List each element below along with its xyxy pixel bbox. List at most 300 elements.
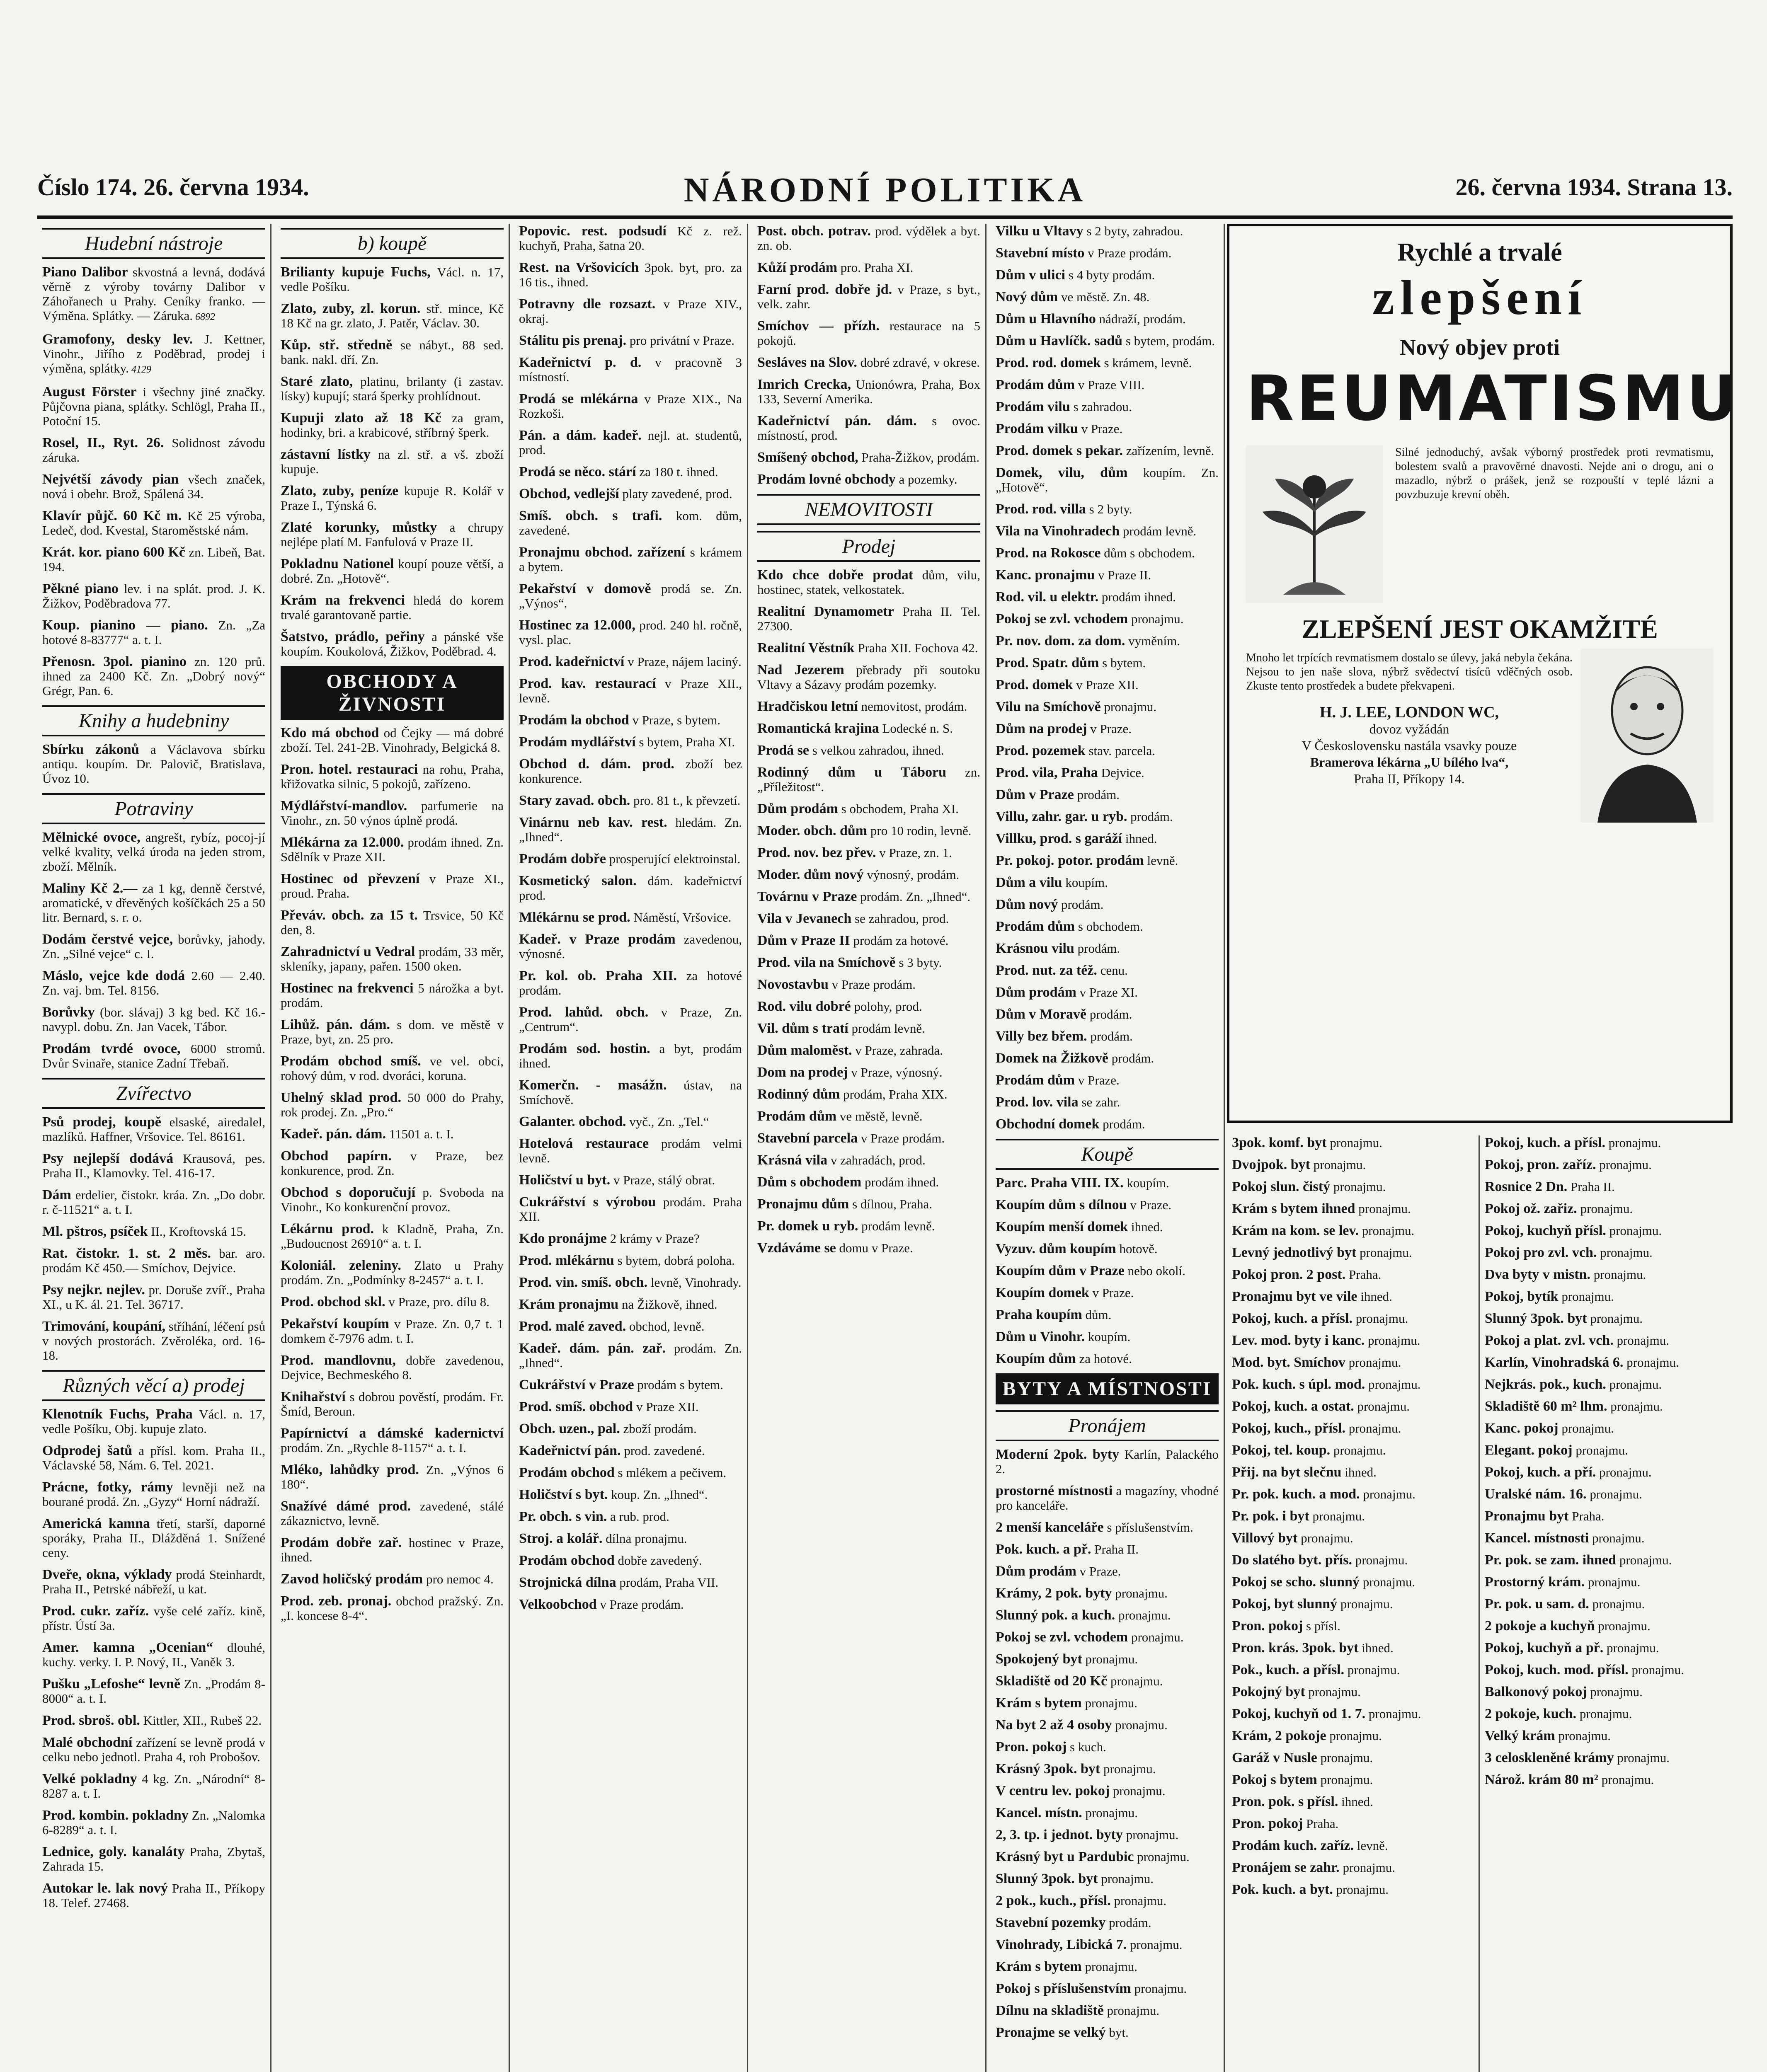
classified-ad bbox=[996, 356, 1219, 370]
classified-ad bbox=[519, 713, 742, 727]
ad-text: pronajmu. bbox=[1626, 1355, 1679, 1370]
ad-headline: Vila v Jevanech bbox=[757, 911, 852, 926]
ad-text: pronajmu. bbox=[1593, 1267, 1646, 1282]
ad-headline: Pr. kol. ob. Praha XII. bbox=[519, 968, 677, 983]
ad-headline: Vyzuv. dům koupím bbox=[996, 1241, 1116, 1256]
classified-ad bbox=[1485, 1641, 1728, 1655]
ad-text: v Praze XI., proud. Praha. bbox=[281, 871, 504, 900]
classified-ad bbox=[996, 2025, 1219, 2040]
classified-ad bbox=[757, 999, 980, 1014]
ad-headline: Vinohrady, Libická 7. bbox=[996, 1937, 1127, 1952]
ad-text: výnosný, prodám. bbox=[867, 867, 960, 882]
ad-text: na Žižkově, ihned. bbox=[621, 1297, 717, 1312]
ad-headline: Kadeř. v Praze prodám bbox=[519, 932, 676, 947]
ad-headline: Levný jednotlivý byt bbox=[1232, 1245, 1357, 1260]
ad-headline: 2 pok., kuch., přísl. bbox=[996, 1893, 1111, 1908]
ad-text: pronajmu. bbox=[1336, 1882, 1389, 1897]
ad-headline: Pokoj s bytem bbox=[1232, 1772, 1317, 1787]
classified-ad bbox=[996, 656, 1219, 670]
ad-headline: Rosnice 2 Dn. bbox=[1485, 1179, 1568, 1194]
classified-ad bbox=[996, 963, 1219, 978]
classified-ad bbox=[757, 568, 980, 597]
classified-ad bbox=[281, 1054, 504, 1083]
ad-headline: Prodám lovné obchody bbox=[757, 472, 896, 487]
classified-ad bbox=[1232, 1311, 1474, 1326]
ad-headline: Dům prodám bbox=[996, 1564, 1076, 1579]
ad-headline: Prácne, fotky, rámy bbox=[42, 1479, 173, 1495]
classified-ad bbox=[519, 1531, 742, 1546]
section-heading: Hudební nástroje bbox=[42, 228, 265, 259]
classified-ad bbox=[42, 472, 265, 501]
classified-ad bbox=[519, 545, 742, 574]
ad-text: obchod, levně. bbox=[629, 1319, 705, 1334]
ad-text: pronajmu. bbox=[1340, 1597, 1393, 1611]
ad-headline: Prod. mandlovnu, bbox=[281, 1353, 396, 1368]
ad-text: pronajmu. bbox=[1617, 1333, 1670, 1348]
classified-ad bbox=[519, 1509, 742, 1524]
ad-headline: Villový byt bbox=[1232, 1530, 1298, 1546]
ad-text: Zn. „Nalomka 6-8289“ a. t. I. bbox=[42, 1808, 265, 1837]
ad-text: pronajmu. bbox=[1362, 1575, 1416, 1589]
classified-ad bbox=[996, 1893, 1219, 1908]
ad-text: J. Kettner, Vinohr., Jiřího z Poděbrad, prodej i výměna, splátky. bbox=[42, 332, 265, 375]
ad-headline: Rodinný dům u Táboru bbox=[757, 765, 946, 780]
classified-ad bbox=[1232, 1377, 1474, 1392]
ad-headline: Dílnu na skladiště bbox=[996, 2003, 1104, 2018]
column-8 bbox=[1480, 1135, 1733, 2072]
ad-text: s krámem a bytem. bbox=[519, 545, 742, 574]
ad-headline: Prodá se bbox=[757, 743, 809, 758]
ad-text: pronajmu. bbox=[1110, 1674, 1163, 1688]
classified-ad bbox=[996, 1029, 1219, 1043]
classified-ad bbox=[519, 1575, 742, 1590]
ad-text: prodám. bbox=[1077, 941, 1120, 956]
classified-ad bbox=[996, 1198, 1219, 1212]
classified-ad bbox=[1232, 1465, 1474, 1479]
ad-text: s bytem. bbox=[1102, 656, 1146, 670]
ad-text: pronajmu. bbox=[1347, 1663, 1400, 1677]
ad-headline: Dům a vilu bbox=[996, 875, 1062, 890]
ad-text: pronajmu. bbox=[1580, 1201, 1633, 1216]
ad-text: prodá se. Zn. „Výnos“. bbox=[519, 581, 742, 610]
ad-text: pronajmu. bbox=[1320, 1772, 1373, 1787]
ad-headline: Rat. čistokr. 1. st. 2 měs. bbox=[42, 1246, 211, 1261]
ad-headline: Moder. obch. dům bbox=[757, 823, 868, 838]
ad-text: pronajmu. bbox=[1367, 1333, 1420, 1348]
ad-text: levně. bbox=[1357, 1838, 1388, 1853]
ad-text: s bytem, Praha XI. bbox=[639, 735, 735, 749]
classified-ad bbox=[757, 1219, 980, 1233]
ad-text: pronajmu. bbox=[1115, 1718, 1168, 1732]
ad-text: s obchodem. bbox=[1078, 919, 1143, 934]
ad-text: levně, Vinohrady. bbox=[650, 1275, 742, 1290]
column-4 bbox=[752, 224, 987, 2072]
classified-ad bbox=[281, 835, 504, 864]
ad-headline: Popovic. rest. podsudí bbox=[519, 224, 667, 239]
classified-ad bbox=[519, 852, 742, 866]
classified-ad bbox=[42, 1480, 265, 1509]
ad-headline: Lékárnu prod. bbox=[281, 1221, 374, 1237]
classified-ad bbox=[996, 421, 1219, 436]
ad-headline: Koloniál. zeleniny. bbox=[281, 1258, 401, 1273]
classified-ad bbox=[42, 1188, 265, 1217]
classified-ad bbox=[757, 414, 980, 443]
classified-ad bbox=[42, 932, 265, 961]
ad-headline: Cukrářství s výrobou bbox=[519, 1194, 656, 1210]
ad-headline: Elegant. pokoj bbox=[1485, 1443, 1573, 1458]
classified-ad bbox=[519, 654, 742, 669]
ad-text: na zl. stř. a vš. zboží kupuje. bbox=[281, 447, 504, 476]
classified-ad bbox=[1485, 1267, 1728, 1282]
ad-headline: Kadeřnictví p. d. bbox=[519, 355, 642, 370]
ad-headline: Kancel. místnosti bbox=[1485, 1530, 1589, 1546]
ad-text: za 180 t. ihned. bbox=[639, 465, 718, 479]
ad-headline: Kůp. stř. středně bbox=[281, 337, 393, 353]
ad-text: pronajmu. bbox=[1606, 1641, 1659, 1655]
classified-ad bbox=[281, 1535, 504, 1564]
ad-headline: Hradčiskou letní bbox=[757, 699, 858, 714]
ad-text: s 4 byty prodám. bbox=[1068, 268, 1155, 282]
classified-ad bbox=[519, 1487, 742, 1502]
ad-text: prodá Steinhardt, Praha II., Petrské nábřeží, u kat. bbox=[42, 1567, 265, 1596]
classified-ad bbox=[1485, 1333, 1728, 1348]
classified-ad bbox=[42, 968, 265, 997]
ad-headline: Obchod d. dám. prod. bbox=[519, 756, 674, 772]
ad-headline: Karlín, Vinohradská 6. bbox=[1485, 1355, 1624, 1370]
ad-text: Praha. bbox=[1572, 1509, 1605, 1523]
newspaper-title: NÁRODNÍ POLITIKA bbox=[684, 171, 1086, 209]
ad-headline: Realitní Dynamometr bbox=[757, 604, 894, 619]
ad-headline: Vil. dům s tratí bbox=[757, 1021, 848, 1036]
ad-text: pronajmu. bbox=[1103, 1762, 1156, 1776]
ad-text: s 3 byty. bbox=[899, 955, 942, 970]
ad-text: pronajmu. bbox=[1368, 1377, 1421, 1392]
classified-ad bbox=[42, 881, 265, 925]
ad-text: v Praze prodám. bbox=[860, 1131, 945, 1145]
ad-code: 4129 bbox=[131, 364, 151, 375]
ad-text: pronajmu. bbox=[1333, 1179, 1386, 1194]
classified-ad bbox=[281, 944, 504, 973]
ad-text: p. Svoboda na Vinohr., Ko konkurenční provoz. bbox=[281, 1185, 504, 1214]
ad-headline: Kancel. místn. bbox=[996, 1805, 1082, 1820]
ad-headline: Pronajmu byt ve vile bbox=[1232, 1289, 1357, 1304]
ad-text: s ovoc. místností, prod. bbox=[757, 414, 980, 443]
classified-ad bbox=[1485, 1399, 1728, 1414]
ad-text: koupím. bbox=[1065, 875, 1108, 890]
classified-ad bbox=[996, 1242, 1219, 1256]
ad-headline: Post. obch. potrav. bbox=[757, 224, 871, 239]
ad-headline: Kadeř. pán. dám. bbox=[281, 1126, 386, 1142]
ad-headline: Kadeř. dám. pán. zař. bbox=[519, 1341, 666, 1356]
classified-ad bbox=[1485, 1772, 1728, 1787]
ad-headline: Stálitu pis prenaj. bbox=[519, 333, 627, 348]
ad-headline: Holičství u byt. bbox=[519, 1172, 611, 1188]
ad-text: prodám ihned. Zn. Sdělník v Praze XII. bbox=[281, 835, 504, 864]
classified-ad bbox=[519, 355, 742, 384]
ad-headline: Mýdlářství-mandlov. bbox=[281, 798, 407, 813]
classified-ad bbox=[996, 1652, 1219, 1666]
ad-headline: Dám bbox=[42, 1187, 71, 1203]
column-1 bbox=[37, 224, 271, 2072]
ad-text: platinu, brilanty (i zastav. lísky) kupují; stará šperky prohlídnout. bbox=[281, 374, 504, 403]
ad-headline: Lihůž. pán. dám. bbox=[281, 1017, 390, 1032]
classified-ad bbox=[1485, 1487, 1728, 1501]
column-3 bbox=[514, 224, 748, 2072]
ad-headline: Villu, zahr. gar. u ryb. bbox=[996, 809, 1127, 824]
classified-ad bbox=[519, 874, 742, 903]
ad-text: koupím. bbox=[1127, 1176, 1169, 1190]
ad-headline: Prod. rod. domek bbox=[996, 355, 1101, 370]
ad-headline: Trimování, koupání, bbox=[42, 1319, 165, 1334]
ad-headline: Prodám obchod bbox=[519, 1465, 615, 1480]
ad-headline: August Förster bbox=[42, 384, 137, 399]
classified-ad bbox=[1232, 1838, 1474, 1853]
ad-text: pronajmu. bbox=[1085, 1696, 1138, 1710]
classified-ad bbox=[996, 1630, 1219, 1644]
ad-text: v Praze XIV., okraj. bbox=[519, 297, 742, 326]
ad-headline: Pokoj, kuch. a přísl. bbox=[1485, 1135, 1605, 1150]
ad-text: 5 nárožka a byt. prodám. bbox=[281, 981, 504, 1010]
ad-headline: Dveře, okna, výklady bbox=[42, 1567, 172, 1582]
ad-headline: Slunný 3pok. byt bbox=[1485, 1311, 1587, 1326]
classified-ad bbox=[519, 815, 742, 844]
ad-headline: Do slatého byt. přís. bbox=[1232, 1552, 1352, 1568]
ad-headline: Pokoj, kuchyň přísl. bbox=[1485, 1223, 1606, 1238]
classified-ad bbox=[281, 1185, 504, 1214]
ad-text: i všechny jiné značky. Půjčovna piana, splátky. Schlögl, Praha II., Potoční 15. bbox=[42, 385, 265, 428]
ad-headline: Skladiště 60 m² lhm. bbox=[1485, 1399, 1607, 1414]
classified-ad bbox=[281, 1222, 504, 1251]
ad-headline: Pokoj, kuch. a pří. bbox=[1485, 1464, 1596, 1480]
ad-headline: Smíš. obch. s trafi. bbox=[519, 508, 662, 523]
classified-ad bbox=[757, 1131, 980, 1145]
ad-text: dobré zdravé, v okrese. bbox=[860, 355, 980, 370]
ad-headline: 3pok. komf. byt bbox=[1232, 1135, 1327, 1150]
ad-text: pronajmu. bbox=[1329, 1728, 1382, 1743]
classified-ad bbox=[42, 1881, 265, 1910]
ad-headline: Prod. mlékárnu bbox=[519, 1253, 614, 1268]
ad-headline: Prod. lov. vila bbox=[996, 1094, 1079, 1110]
ad-headline: Obchod s doporučují bbox=[281, 1185, 416, 1200]
ad-headline: Krám s bytem bbox=[996, 1695, 1082, 1711]
ad-headline: Komerčn. - masážn. bbox=[519, 1077, 667, 1093]
ad-headline: Prodám dobře bbox=[519, 851, 606, 867]
ad-headline: Přenosn. 3pol. pianino bbox=[42, 654, 187, 669]
ad-headline: Krásný 3pok. byt bbox=[996, 1761, 1100, 1777]
ad-headline: Dvojpok. byt bbox=[1232, 1157, 1310, 1172]
classified-ad bbox=[996, 765, 1219, 780]
ad-text: levněji než na bourané prodá. Zn. „Gyzy“ Horní nádraží. bbox=[42, 1480, 265, 1509]
classified-ad bbox=[519, 1597, 742, 1612]
ad-headline: Pron. pok. s přísl. bbox=[1232, 1794, 1338, 1809]
ad-text: 50 000 do Prahy, rok prodej. Zn. „Pro.“ bbox=[281, 1090, 504, 1119]
ad-headline: Koupím dům s dílnou bbox=[996, 1197, 1127, 1213]
ad-headline: Nad Jezerem bbox=[757, 662, 844, 678]
classified-ad bbox=[1485, 1509, 1728, 1523]
ad-text: 2.60 — 2.40. Zn. vaj. bm. Tel. 8156. bbox=[42, 968, 265, 997]
classified-ad bbox=[757, 450, 980, 465]
classified-ad bbox=[42, 1283, 265, 1312]
ad-headline: Rosel, II., Ryt. 26. bbox=[42, 435, 164, 450]
classified-ad bbox=[519, 1275, 742, 1290]
ad-headline: Vinárnu neb kav. rest. bbox=[519, 815, 667, 830]
ad-headline: Pokoj se scho. slunný bbox=[1232, 1574, 1360, 1590]
classified-ad bbox=[1485, 1421, 1728, 1435]
classified-ad bbox=[1485, 1531, 1728, 1545]
classified-ad bbox=[281, 1017, 504, 1046]
ad-headline: Prod. vila, Praha bbox=[996, 765, 1098, 780]
classified-ad bbox=[996, 1264, 1219, 1278]
ad-headline: Pr. domek u ryb. bbox=[757, 1218, 858, 1234]
classified-ad bbox=[996, 590, 1219, 604]
ad-text: s zahradou. bbox=[1073, 399, 1132, 414]
classified-ad bbox=[757, 955, 980, 970]
ad-headline: Galanter. obchod. bbox=[519, 1114, 626, 1129]
classified-ad bbox=[1485, 1553, 1728, 1567]
ad-headline: Prod. obchod skl. bbox=[281, 1294, 385, 1310]
ad-text: a magazíny, vhodné pro kanceláře. bbox=[996, 1484, 1219, 1513]
ad-headline: Prod. rod. villa bbox=[996, 501, 1086, 517]
classified-ad bbox=[996, 2003, 1219, 2018]
classified-ad bbox=[1232, 1553, 1474, 1567]
classified-ad bbox=[996, 568, 1219, 582]
ad-headline: zástavní lístky bbox=[281, 447, 371, 462]
ad-text: dům s obchodem. bbox=[1104, 546, 1195, 560]
ad-text: zavedené, stálé zákaznictvo, levně. bbox=[281, 1499, 504, 1528]
ad-headline: Rod. vil. u elektr. bbox=[996, 589, 1099, 605]
ad-text: pronajmu. bbox=[1118, 1608, 1171, 1622]
ad-headline: Pokoj ož. zařiz. bbox=[1485, 1201, 1577, 1216]
ad-pharmacy: Bramerova lékárna „U bílého lva“, bbox=[1310, 755, 1509, 770]
classified-ad bbox=[519, 1319, 742, 1334]
ad-text: pronajmu. bbox=[1308, 1685, 1361, 1699]
ad-text: za gram, hodinky, bri. a krabicové, stříbrný šperk. bbox=[281, 411, 504, 440]
ad-text: a rub. prod. bbox=[610, 1509, 669, 1524]
ad-text: prodám. bbox=[1109, 1915, 1151, 1930]
ad-text: 4 kg. Zn. „Národní“ 8-8287 a. t. I. bbox=[42, 1772, 265, 1801]
classified-ad bbox=[757, 663, 980, 692]
ad-headline: Pokoj slun. čistý bbox=[1232, 1179, 1331, 1194]
ad-text: a pozemky. bbox=[899, 472, 957, 487]
ad-headline: Pokoj, kuch. a přísl. bbox=[1232, 1311, 1353, 1326]
plant-emblem-icon bbox=[1246, 445, 1383, 603]
ad-headline: Pokoj s příslušenstvím bbox=[996, 1981, 1131, 1996]
classified-ad bbox=[757, 641, 980, 655]
classified-ad bbox=[281, 484, 504, 513]
classified-ad bbox=[996, 1220, 1219, 1234]
ad-headline: Pron. hotel. restauraci bbox=[281, 762, 418, 777]
ad-headline: Stavební místo bbox=[996, 245, 1085, 261]
ad-text: prodám. bbox=[1111, 1051, 1154, 1065]
classified-ad bbox=[996, 1959, 1219, 1974]
ad-headline: Pronajmu obchod. zařízení bbox=[519, 545, 686, 560]
ad-headline: Borůvky bbox=[42, 1005, 95, 1020]
ad-headline: Prodám vilu bbox=[996, 399, 1070, 414]
ad-headline: Velké pokladny bbox=[42, 1771, 137, 1786]
ad-headline: Prodám dům bbox=[996, 919, 1075, 934]
classified-ad bbox=[757, 845, 980, 860]
classified-ad bbox=[996, 399, 1219, 414]
classified-ad bbox=[1232, 1267, 1474, 1282]
classified-ad bbox=[519, 1005, 742, 1034]
section-heading: BYTY A MÍSTNOSTI bbox=[996, 1373, 1219, 1404]
classified-ad bbox=[996, 1051, 1219, 1065]
classified-ad bbox=[757, 933, 980, 948]
ad-headline: Krám, 2 pokoje bbox=[1232, 1728, 1326, 1743]
ad-text: s obchodem, Praha XI. bbox=[841, 801, 959, 816]
ad-text: 6000 stromů. Dvůr Svinaře, stanice Zadní Třebaň. bbox=[42, 1041, 265, 1070]
classified-ad bbox=[996, 809, 1219, 824]
ad-headline: Psy nejkr. nejlev. bbox=[42, 1282, 145, 1297]
ad-firm: H. J. LEE, LONDON WC, bbox=[1319, 704, 1499, 721]
ad-headline: Prod. smíš. obchod bbox=[519, 1399, 633, 1414]
gutter bbox=[1188, 224, 1227, 2072]
ad-text: pronajmu. bbox=[1590, 1311, 1643, 1326]
ad-text: pro privátní v Praze. bbox=[629, 333, 734, 348]
ad-headline: Mělnické ovoce, bbox=[42, 830, 141, 845]
classified-ad bbox=[519, 487, 742, 501]
ad-headline: zlepšení bbox=[1372, 270, 1588, 325]
ad-headline: Zahradnictví u Vedral bbox=[281, 944, 415, 959]
ad-text: pronajmu. bbox=[1631, 1663, 1684, 1677]
classified-ad bbox=[1485, 1377, 1728, 1392]
ad-headline: Domek, vilu, dům bbox=[996, 465, 1128, 480]
ad-text: pronajmu. bbox=[1599, 1157, 1652, 1172]
ad-headline: Pekařství v domově bbox=[519, 581, 651, 596]
ad-headline: Kdo má obchod bbox=[281, 725, 379, 741]
classified-ad bbox=[519, 224, 742, 253]
ad-text: dílna pronajmu. bbox=[606, 1531, 687, 1546]
ad-text: koupím. bbox=[1088, 1329, 1131, 1344]
classified-ad bbox=[42, 654, 265, 698]
ad-headline: Pron. pokoj bbox=[996, 1739, 1067, 1755]
ad-headline: Kosmetický salon. bbox=[519, 873, 637, 888]
classified-ad bbox=[1232, 1619, 1474, 1633]
ad-text: cenu. bbox=[1100, 963, 1128, 978]
ad-text: elsaské, airedalel, mazlíků. Haffner, Vršovice. Tel. 86161. bbox=[42, 1115, 266, 1144]
ad-text: pronajmu. bbox=[1313, 1157, 1366, 1172]
ad-text: Praha. bbox=[1349, 1267, 1382, 1282]
classified-ad bbox=[281, 799, 504, 828]
classified-ad bbox=[281, 557, 504, 586]
ad-headline: Obch. uzen., pal. bbox=[519, 1421, 620, 1436]
ad-text: pronajmu. bbox=[1357, 1399, 1410, 1414]
ad-text: Zn. „Za hotové 8-83777“ a. t. I. bbox=[42, 618, 266, 647]
ad-text: Praha II. Tel. 27300. bbox=[757, 604, 981, 633]
ad-text: se zahradou, prod. bbox=[855, 911, 949, 926]
ad-text: Náměstí, Vršovice. bbox=[633, 910, 732, 925]
classified-ad bbox=[42, 1246, 265, 1275]
classified-ad bbox=[281, 1499, 504, 1528]
ad-text: prodám, Praha VII. bbox=[619, 1575, 719, 1590]
classified-ad bbox=[519, 1297, 742, 1312]
classified-ad bbox=[996, 985, 1219, 1000]
classified-ad bbox=[757, 721, 980, 736]
ad-text: pronajmu. bbox=[1590, 1685, 1643, 1699]
classified-ad bbox=[996, 634, 1219, 648]
classified-ad bbox=[757, 823, 980, 838]
ad-text: prodám, Praha XIX. bbox=[843, 1087, 948, 1101]
classified-ad bbox=[1485, 1728, 1728, 1743]
classified-ad bbox=[996, 1937, 1219, 1952]
ad-text: a byt, prodám ihned. bbox=[519, 1041, 742, 1070]
classified-ad bbox=[42, 1516, 265, 1560]
ad-headline: Maliny Kč 2.— bbox=[42, 881, 138, 896]
ad-text: Krausová, pes. Praha II., Klamovky. Tel. 416-17. bbox=[42, 1151, 266, 1180]
ad-headline: Koupím dům v Praze bbox=[996, 1263, 1125, 1278]
classified-ad bbox=[757, 1087, 980, 1101]
ad-text: se nábyt., 88 sed. bank. nakl. dří. Zn. bbox=[281, 338, 504, 367]
